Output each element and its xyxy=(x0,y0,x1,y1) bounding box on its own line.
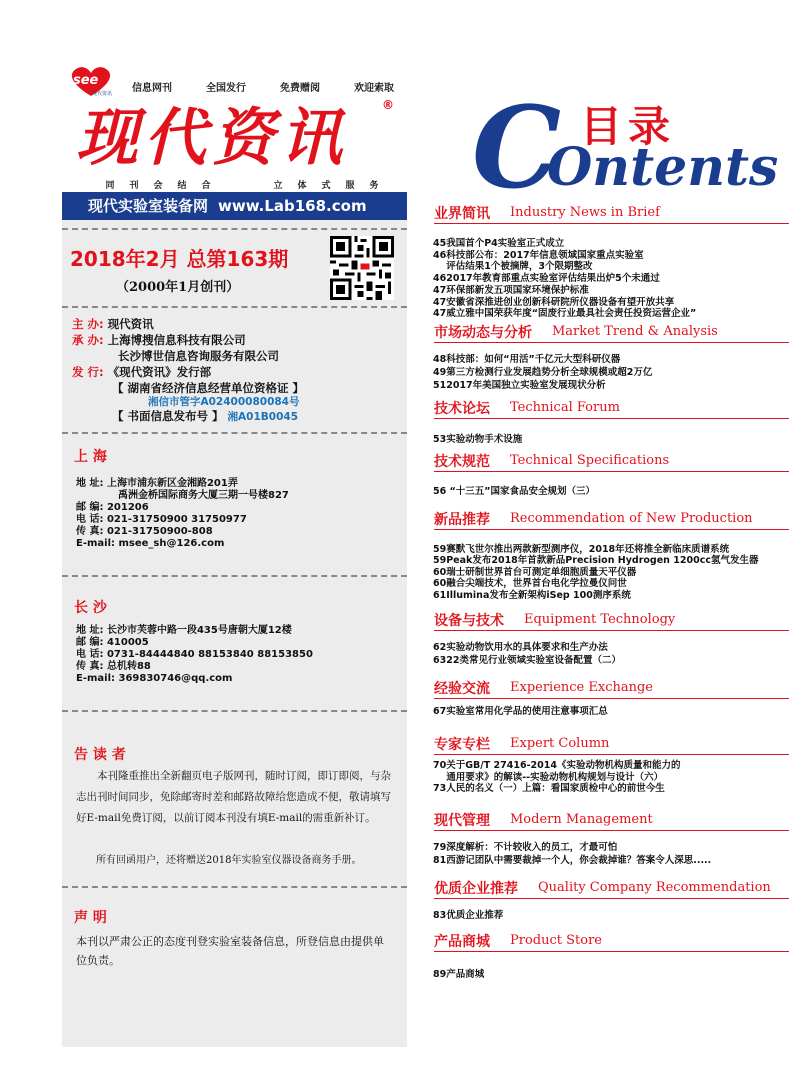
publisher-row: 承 办: 上海博搜信息科技有限公司 xyxy=(72,333,246,347)
founded-date: （2000年1月创刊） xyxy=(116,280,240,295)
toc-section-title-zh: 技术论坛 xyxy=(434,401,490,417)
tag: 信息网刊 xyxy=(132,83,172,94)
toc-section-title-zh: 市场动态与分析 xyxy=(434,325,532,341)
divider xyxy=(62,575,407,577)
toc-item[interactable]: 61Illumina发布全新架构iSep 100测序系统 xyxy=(433,589,631,601)
toc-section-title-en: Technical Specifications xyxy=(510,453,670,468)
toc-item[interactable]: 70关于GB/T 27416-2014《实验动物机构质量和能力的 xyxy=(433,760,681,771)
toc-section-header[interactable] xyxy=(434,612,789,631)
toc-section-header[interactable] xyxy=(434,511,789,530)
statement-paragraph: 本刊以严肃公正的态度刊登实验室装备信息，所登信息由提供单位负责。 xyxy=(76,935,384,967)
toc-section-title-zh: 现代管理 xyxy=(434,813,490,829)
divider xyxy=(62,306,407,308)
divider xyxy=(62,886,407,888)
masthead-tags xyxy=(132,79,428,94)
toc-item[interactable]: 62实验动物饮用水的具体要求和生产办法 xyxy=(433,642,608,653)
divider xyxy=(62,710,407,712)
toc-section-title-zh: 产品商城 xyxy=(434,934,490,950)
contact-row: 邮 编: 410005 xyxy=(76,637,149,648)
divider xyxy=(62,432,407,434)
toc-section-title-zh: 经验交流 xyxy=(434,681,490,697)
cert-title: 【 书面信息发布号 】 湘A01B0045 xyxy=(112,409,298,423)
toc-item[interactable]: 60瑞士研制世界首台可测定单细胞质量天平仪器 xyxy=(433,566,637,578)
toc-item[interactable]: 59赛默飞世尔推出两款新型测序仪，2018年还将推全新临床质谱系统 xyxy=(433,544,730,555)
contact-row: 电 话: 0731-84444840 88153840 88153850 xyxy=(76,649,313,660)
toc-item[interactable]: 通用要求》的解读--实验动物机构规划与设计（六） xyxy=(433,771,664,783)
contact-row: 电 话: 021-31750900 31750977 xyxy=(76,514,247,525)
toc-section-title-en: Expert Column xyxy=(510,736,610,751)
toc-item[interactable]: 512017年美国独立实验室发展现状分析 xyxy=(433,380,606,391)
publisher-row: 发 行: 《现代资讯》发行部 xyxy=(72,365,212,379)
tag: 全国发行 xyxy=(206,83,246,94)
toc-item[interactable]: 81西游记团队中需要裁掉一个人，你会裁掉谁？答案令人深思..... xyxy=(433,855,712,866)
toc-item[interactable]: 评估结果1个被摘牌，3个限期整改 xyxy=(433,261,593,273)
toc-item[interactable]: 73人民的名义（一）上篇：看国家质检中心的前世今生 xyxy=(433,783,665,794)
toc-section-header[interactable] xyxy=(434,933,789,952)
cert-number: 湘信市管字A02400080084号 xyxy=(148,396,300,408)
toc-item[interactable]: 47环保部新发五项国家环境保护标准 xyxy=(433,284,589,296)
divider xyxy=(62,228,407,230)
see-logo-subtext: 现代资讯 xyxy=(92,91,113,97)
toc-item[interactable]: 462017年教育部重点实验室评估结果出炉5个未通过 xyxy=(433,273,660,285)
contact-row: 地 址: 上海市浦东新区金湘路201弄 xyxy=(76,478,238,489)
toc-section-title-zh: 专家专栏 xyxy=(434,737,490,753)
publisher-row: 长沙博世信息咨询服务有限公司 xyxy=(118,349,279,363)
toc-item[interactable]: 56 “十三五”国家食品安全规划（三） xyxy=(433,486,596,497)
contact-row: 传 真: 总机转88 xyxy=(76,661,151,672)
contact-row: 邮 编: 201206 xyxy=(76,502,149,513)
qr-code-icon xyxy=(330,236,394,300)
toc-item[interactable]: 60融合尖端技术，世界首台电化学拉曼仪问世 xyxy=(433,578,627,590)
contact-row: 传 真: 021-31750900-808 xyxy=(76,526,213,537)
toc-section-title-zh: 新品推荐 xyxy=(434,512,490,528)
toc-section-header[interactable] xyxy=(434,736,789,755)
toc-section-title-en: Recommendation of New Production xyxy=(510,511,753,526)
toc-section-header[interactable] xyxy=(434,880,789,899)
see-logo-text: see xyxy=(73,73,99,88)
toc-section-header[interactable] xyxy=(434,324,789,343)
toc-item[interactable]: 46科技部公布：2017年信息领域国家重点实验室 xyxy=(433,249,644,261)
contact-row: 禹洲金桥国际商务大厦三期一号楼827 xyxy=(118,490,289,501)
toc-item[interactable]: 49第三方检测行业发展趋势分析全球规模或超2万亿 xyxy=(433,367,653,378)
notice-title: 告 读 者 xyxy=(74,747,126,763)
contents-c-letter: C xyxy=(472,83,562,214)
toc-section-title-zh: 技术规范 xyxy=(434,454,490,470)
see-logo xyxy=(66,64,116,98)
toc-item[interactable]: 79深度解析：不计较收入的员工，才最可怕 xyxy=(433,842,618,853)
issue-date: 2018年2月 总第163期 xyxy=(70,247,289,271)
toc-section-title-en: Market Trend & Analysis xyxy=(552,324,718,339)
toc-section-title-en: Experience Exchange xyxy=(510,680,653,695)
contact-row: 地 址: 长沙市芙蓉中路一段435号唐朝大厦12楼 xyxy=(76,625,292,636)
toc-section-header[interactable] xyxy=(434,205,789,224)
toc-item[interactable]: 47安徽省深推进创业创新科研院所仪器设备有望开放共享 xyxy=(433,296,675,308)
toc-item[interactable]: 6322类常见行业领域实验室设备配置（二） xyxy=(433,655,621,666)
registered-mark: ® xyxy=(382,98,394,112)
toc-item[interactable]: 59Peak发布2018年首款新品Precision Hydrogen 1200cc氢气发生器 xyxy=(433,555,759,567)
toc-section-title-en: Quality Company Recommendation xyxy=(538,880,771,895)
contents-title-zh: 目录 xyxy=(580,102,677,151)
toc-section-title-zh: 业界简讯 xyxy=(434,206,490,222)
site-name: 现代实验室装备网 xyxy=(88,197,209,215)
toc-section-title-en: Industry News in Brief xyxy=(510,205,660,220)
toc-item[interactable]: 48科技部：如何“用活”千亿元大型科研仪器 xyxy=(433,354,621,365)
contact-row: E-mail: 369830746@qq.com xyxy=(76,673,233,684)
publisher-row: 主 办: 现代资讯 xyxy=(72,317,154,331)
changsha-title: 长 沙 xyxy=(74,600,107,616)
toc-section-title-zh: 设备与技术 xyxy=(434,613,504,629)
toc-item[interactable]: 47威立雅中国荣获年度“固废行业最具社会责任投资运营企业” xyxy=(433,308,697,320)
notice-paragraph: 本刊隆重推出全新翻页电子版网刊，随时订阅，即订即阅，与杂志出刊时间同步，免除邮寄时差和邮路故障给您造成不便，敬请填写好E-mail免费订阅，以前订阅本刊没有填E-mail的需重新补订。 xyxy=(76,770,391,824)
cert-title: 【 湖南省经济信息经营单位资格证 】 xyxy=(112,381,305,395)
site-band xyxy=(62,192,407,220)
site-url[interactable]: www.Lab168.com xyxy=(218,197,367,215)
shanghai-title: 上 海 xyxy=(74,449,107,465)
toc-section-title-en: Product Store xyxy=(510,933,602,948)
toc-item[interactable]: 67实验室常用化学品的使用注意事项汇总 xyxy=(433,706,608,717)
toc-section-header[interactable] xyxy=(434,812,789,831)
toc-item[interactable]: 83优质企业推荐 xyxy=(433,910,504,921)
toc-section-title-en: Modern Management xyxy=(510,812,653,827)
toc-section-header[interactable] xyxy=(434,680,789,699)
toc-item[interactable]: 45我国首个P4实验室正式成立 xyxy=(433,238,565,249)
toc-section-header[interactable] xyxy=(434,400,789,419)
notice-paragraph: 所有回函用户，还将赠送2018年实验室仪器设备商务手册。 xyxy=(96,855,362,866)
toc-item[interactable]: 89产品商城 xyxy=(433,969,485,980)
toc-section-header[interactable] xyxy=(434,453,789,472)
statement-title: 声 明 xyxy=(74,910,107,926)
toc-section-title-en: Equipment Technology xyxy=(524,612,676,627)
toc-section-title-en: Technical Forum xyxy=(510,400,620,415)
toc-section-title-zh: 优质企业推荐 xyxy=(434,881,518,897)
tag: 欢迎索取 xyxy=(354,83,394,94)
toc-item[interactable]: 53实验动物手术设施 xyxy=(433,434,523,445)
masthead-slogan: 同 刊 会 结 合 立 体 式 服 务 xyxy=(105,181,379,191)
tag: 免费赠阅 xyxy=(280,83,320,94)
contents-title-en: Ontents xyxy=(547,137,779,198)
brand-title: 现代资讯 xyxy=(76,101,349,174)
contact-row: E-mail: msee_sh@126.com xyxy=(76,538,225,549)
